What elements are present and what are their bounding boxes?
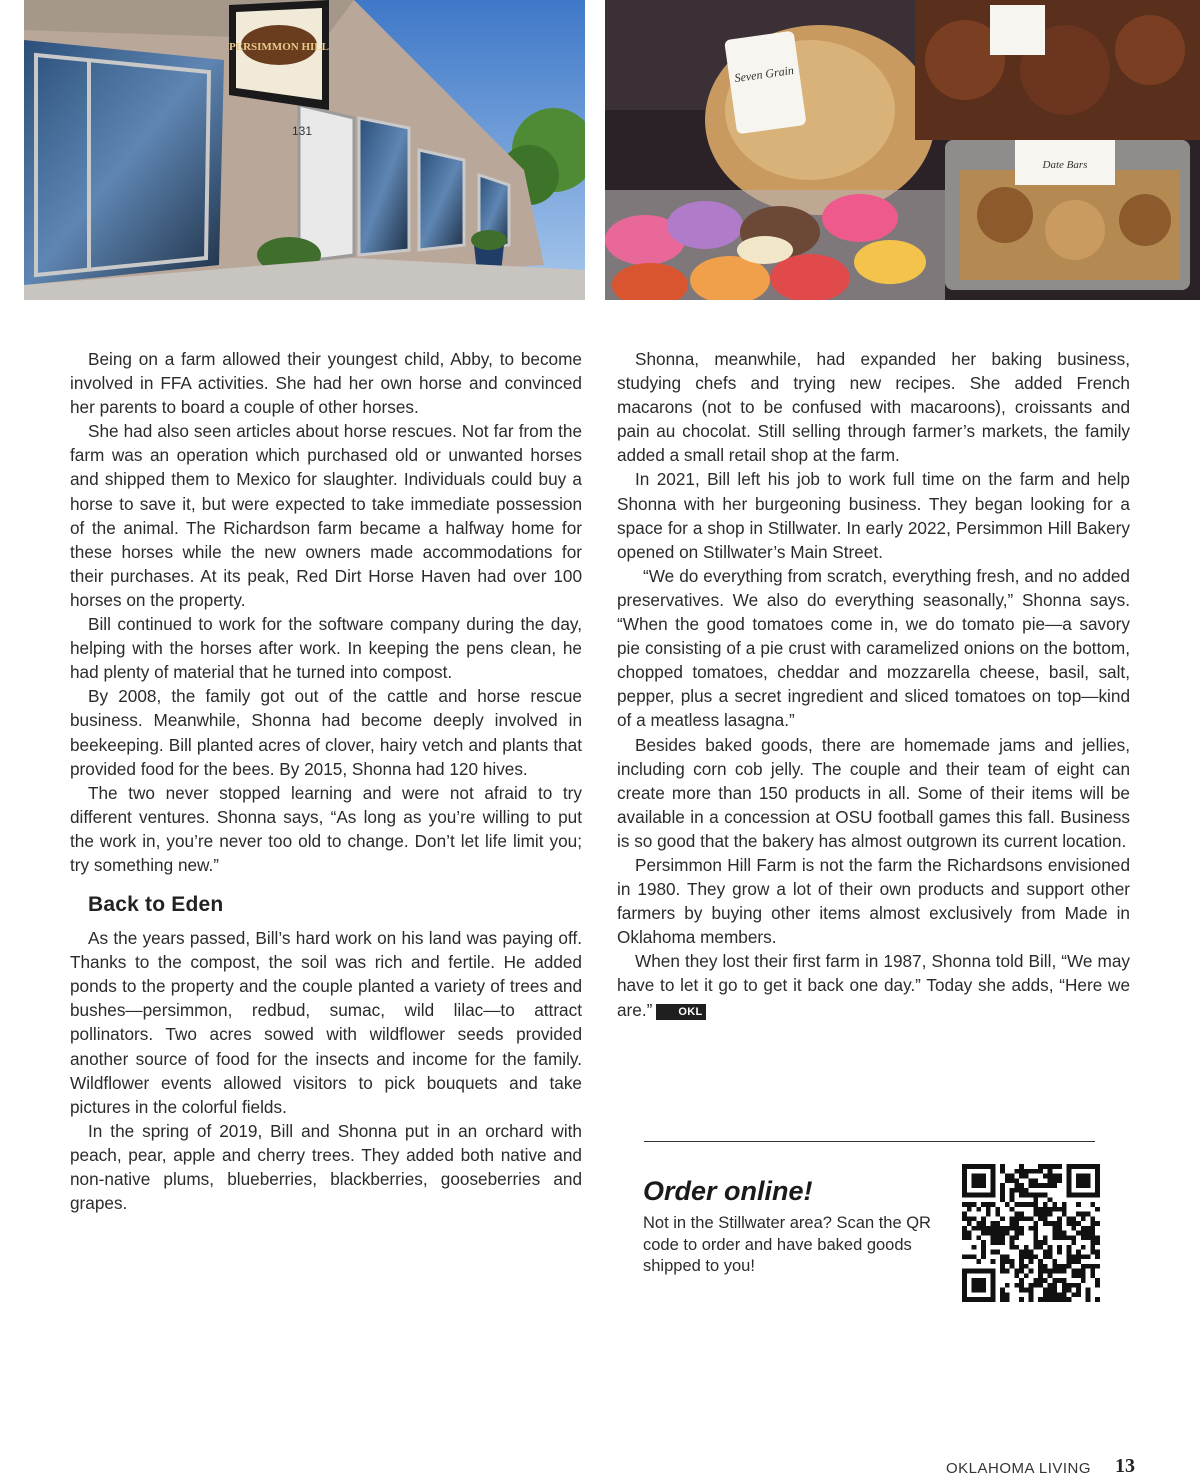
paragraph: As the years passed, Bill’s hard work on his land was paying off. Thanks to the compost, the soil was rich and fertile. He added ponds to the property and the couple planted a variety of trees and bushes—persimmon, redbud, sumac, wild lilac—to attract pollinators. Two acres sowed with wildflower seeds provided another source of food for the insects and income for the family. Wildflower events allowed visitors to pick bouquets and take pictures in the colorful fields.	[70, 928, 582, 1117]
section-heading: Back to Eden	[88, 893, 224, 917]
end-mark-badge: OKL	[656, 1004, 706, 1020]
paragraph: Bill continued to work for the software company during the day, helping with the horses after work. In keeping the pens clean, he had plenty of material that he turned into compost.	[70, 614, 582, 683]
footer-magazine-name: OKLAHOMA LIVING	[946, 1460, 1092, 1477]
paragraph: She had also seen articles about horse rescues. Not far from the farm was an operation which purchased old or unwanted horses and shipped them to Mexico for slaughter. Individuals could buy a horse to save it, but were expected to take immediate possession of the animal. The Richardson farm became a halfway home for these horses while the new owners made accommodations for their purchases. At its peak, Red Dirt Horse Haven had over 100 horses on the property.	[70, 421, 582, 610]
order-online-title: Order online!	[643, 1176, 813, 1206]
paragraph: Persimmon Hill Farm is not the farm the Richardsons envisioned in 1980. They grow a lot of their own products and support other farmers by buying other items almost exclusively from Made in Oklahoma members.	[617, 854, 1130, 948]
box-label-text: Date Bars	[1042, 159, 1088, 171]
article-column-right	[617, 347, 1130, 1022]
footer-page-number: 13	[1115, 1455, 1135, 1477]
storefront-photo	[24, 0, 585, 300]
paragraph: By 2008, the family got out of the cattle and horse rescue business. Meanwhile, Shonna had become deeply involved in beekeeping. Bill planted acres of clover, hairy vetch and plants that provided food for the bees. By 2015, Shonna had 120 hives.	[70, 686, 582, 779]
qr-code[interactable]	[961, 1164, 1101, 1302]
paragraph: Besides baked goods, there are homemade jams and jellies, including corn cob jelly. The couple and their team of eight can create more than 150 products in all. Some of their items will be available in a concession at OSU football games this fall. Business is so good that the bakery has almost outgrown its current location.	[617, 734, 1130, 851]
paragraph: The two never stopped learning and were not afraid to try different ventures. Shonna says, “As long as you’re willing to put the work in, you’re never too old to change. Don’t let life limit you; try something new.”	[70, 782, 582, 875]
paragraph: In the spring of 2019, Bill and Shonna put in an orchard with peach, pear, apple and cherry trees. They added both native and non-native plums, blueberries, blackberries, gooseberries and grapes.	[70, 1120, 582, 1214]
paragraph: In 2021, Bill left his job to work full time on the farm and help Shonna with her burgeoning business. They began looking for a space for a shop in Stillwater. In early 2022, Persimmon Hill Bakery opened on Stillwater’s Main Street.	[617, 469, 1130, 562]
divider	[644, 1141, 1095, 1142]
bread-label-text: Seven Grain	[733, 62, 795, 86]
article-column-left	[70, 347, 582, 1215]
final-paragraph	[617, 949, 1130, 1021]
storefront-sign-text: PERSIMMON HILL	[229, 41, 329, 53]
paragraph-text: When they lost their first farm in 1987, Shonna told Bill, “We may have to let it go to get it back one day.” Today she adds, “Here we are.”	[617, 951, 1130, 1020]
paragraph: Shonna, meanwhile, had expanded her baking business, studying chefs and trying new recipes. She added French macarons (not to be confused with macaroons), croissants and pain au chocolat. Still selling through farmer’s markets, the family added a small retail shop at the farm.	[617, 349, 1130, 466]
order-online-text: Not in the Stillwater area? Scan the QR code to order and have baked goods shipped to you!	[643, 1214, 931, 1275]
paragraph: Being on a farm allowed their youngest child, Abby, to become involved in FFA activities. She had her own horse and convinced her parents to board a couple of other horses.	[70, 349, 582, 418]
baked-goods-photo	[605, 0, 1200, 300]
address-number: 131	[292, 124, 313, 138]
paragraph: “We do everything from scratch, everything fresh, and no added preservatives. We also do everything seasonally,” Shonna says. “When the good tomatoes come in, we do tomato pie—a savory pie consisting of a pie crust with caramelized onions on the bottom, chopped tomatoes, cheddar and mozzarella cheese, basil, salt, pepper, plus a secret ingredient and sliced tomatoes on top—kind of a meatless lasagna.”	[617, 565, 1130, 731]
